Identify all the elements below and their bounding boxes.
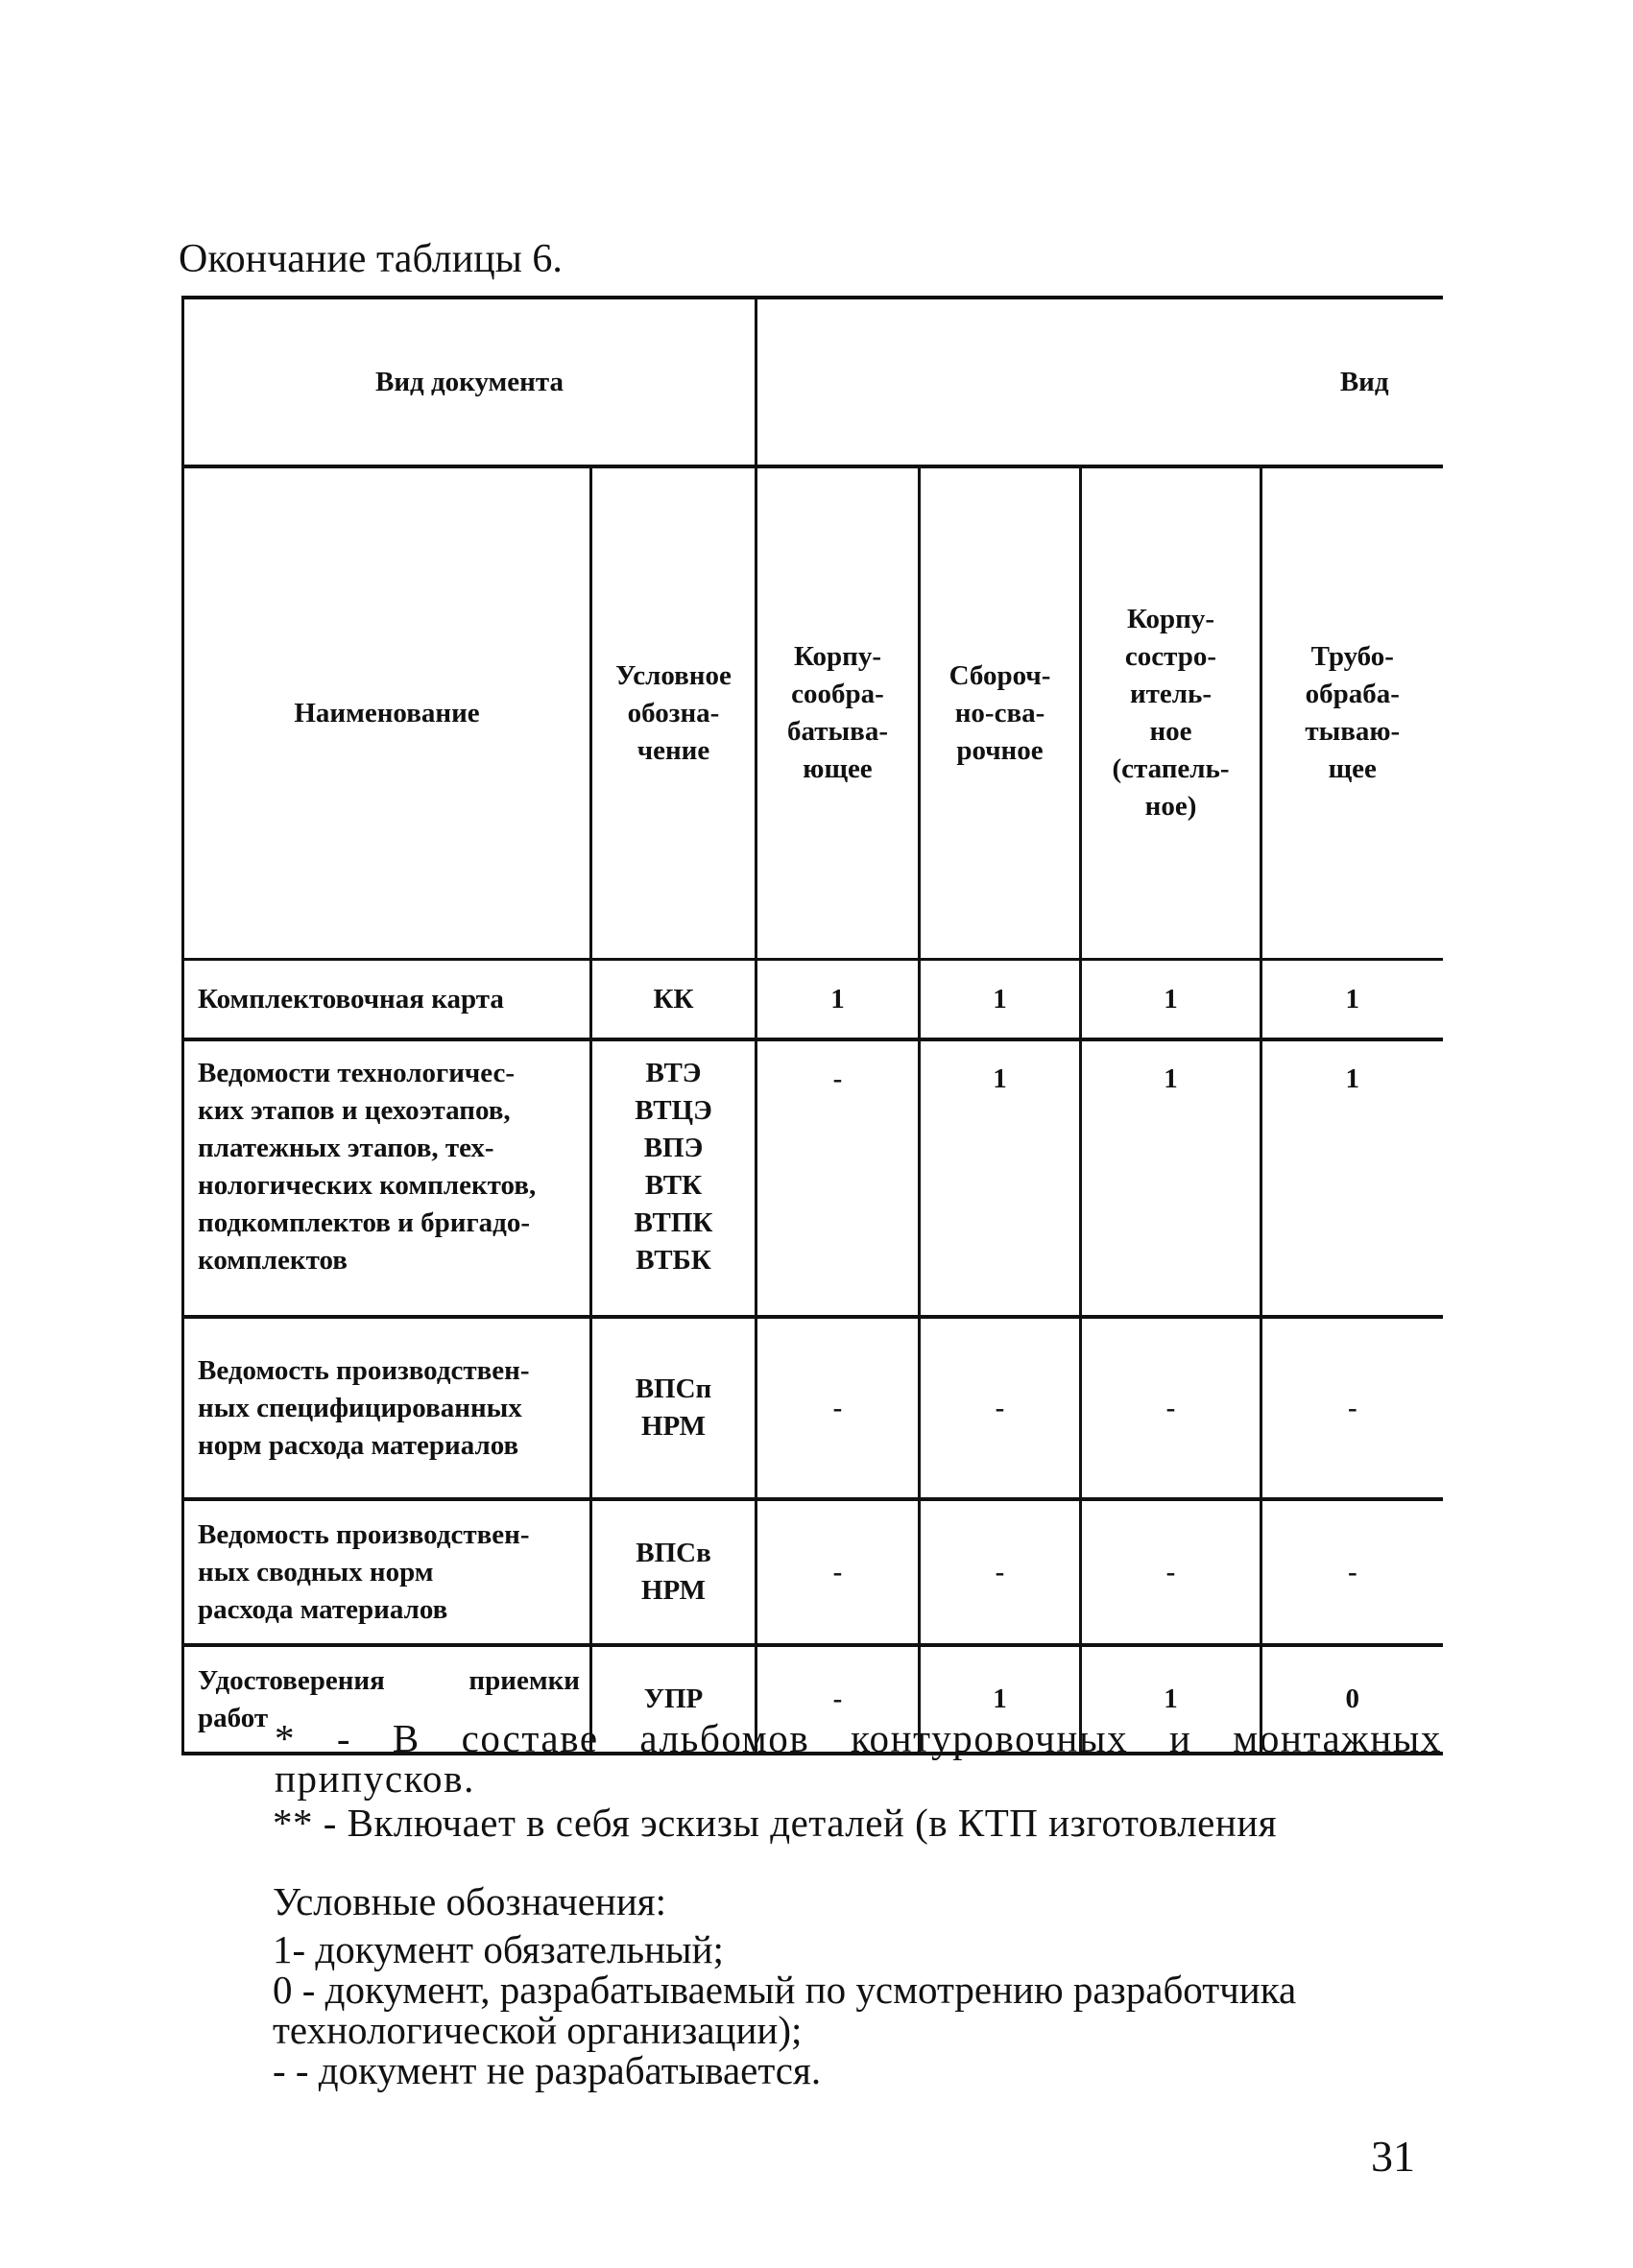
row-value: - <box>1081 1499 1261 1645</box>
header-col-3: Корпу- состро- итель- ное (стапель- ное) <box>1081 466 1261 960</box>
legend-item-3: - - документ не разрабатывается. <box>273 2048 822 2092</box>
footnote-1: * - В составе альбомов контуровочных и монтажных припусков. <box>275 1716 1442 1801</box>
row-value: 0 <box>1261 1645 1443 1754</box>
header-row-group <box>183 298 1443 466</box>
header-document-type: Вид документа <box>183 298 756 466</box>
footnotes <box>179 1718 1442 1843</box>
row-code: ВПСп НРМ <box>591 1317 756 1499</box>
legend-title: Условные обозначения: <box>273 1879 667 1923</box>
row-code: УПР <box>591 1645 756 1754</box>
row-value: 1 <box>1081 1645 1261 1754</box>
row-value: 1 <box>1081 960 1261 1040</box>
row-value: - <box>920 1317 1081 1499</box>
row-value: - <box>920 1499 1081 1645</box>
footnote-2: ** - Включает в себя эскизы деталей (в КТП изготовления <box>273 1801 1278 1845</box>
legend-item-1: 1- документ обязательный; <box>273 1927 724 1971</box>
row-value: - <box>756 1499 920 1645</box>
row-value: - <box>1081 1317 1261 1499</box>
row-name: Удостоверения приемки работ <box>183 1645 591 1754</box>
row-value: 1 <box>1081 1039 1261 1317</box>
header-type: Вид <box>756 298 1443 466</box>
header-col-1: Корпу- сообра- батыва- ющее <box>756 466 920 960</box>
header-col-2: Сбороч- но-сва- рочное <box>920 466 1081 960</box>
legend <box>273 1881 1444 2090</box>
row-name: Ведомость производствен- ных специфицированных норм расхода материалов <box>183 1317 591 1499</box>
table-row <box>183 1317 1443 1499</box>
legend-item-2: 0 - документ, разрабатываемый по усмотрению разработчика технологической организации); <box>273 1968 1297 2052</box>
row-value: 1 <box>1261 1039 1443 1317</box>
row-value: - <box>756 1317 920 1499</box>
row-name: Комплектовочная карта <box>183 960 591 1040</box>
page-number: 31 <box>1371 2132 1415 2181</box>
header-name: Наименование <box>183 466 591 960</box>
row-name: Ведомости технологичес- ких этапов и цехоэтапов, платежных этапов, тех- нологических комплектов, подкомплектов и бригадо- комплектов <box>183 1039 591 1317</box>
row-value: - <box>756 1645 920 1754</box>
row-value: 1 <box>1261 960 1443 1040</box>
header-col-4: Трубо- обраба- тываю- щее <box>1261 466 1443 960</box>
documents-table <box>181 296 1443 1755</box>
table-row <box>183 1039 1443 1317</box>
row-value: - <box>1261 1499 1443 1645</box>
row-code: ВПСв НРМ <box>591 1499 756 1645</box>
row-value: - <box>1261 1317 1443 1499</box>
header-row-columns <box>183 466 1443 960</box>
row-name: Ведомость производствен- ных сводных норм расхода материалов <box>183 1499 591 1645</box>
table-row <box>183 960 1443 1040</box>
row-value: 1 <box>756 960 920 1040</box>
table-caption: Окончание таблицы 6. <box>179 237 563 281</box>
row-value: - <box>756 1039 920 1317</box>
table-row <box>183 1499 1443 1645</box>
row-value: 1 <box>920 1039 1081 1317</box>
row-value: 1 <box>920 960 1081 1040</box>
row-code: КК <box>591 960 756 1040</box>
row-value: 1 <box>920 1645 1081 1754</box>
header-code: Условное обозна- чение <box>591 466 756 960</box>
row-code: ВТЭ ВТЦЭ ВПЭ ВТК ВТПК ВТБК <box>591 1039 756 1317</box>
